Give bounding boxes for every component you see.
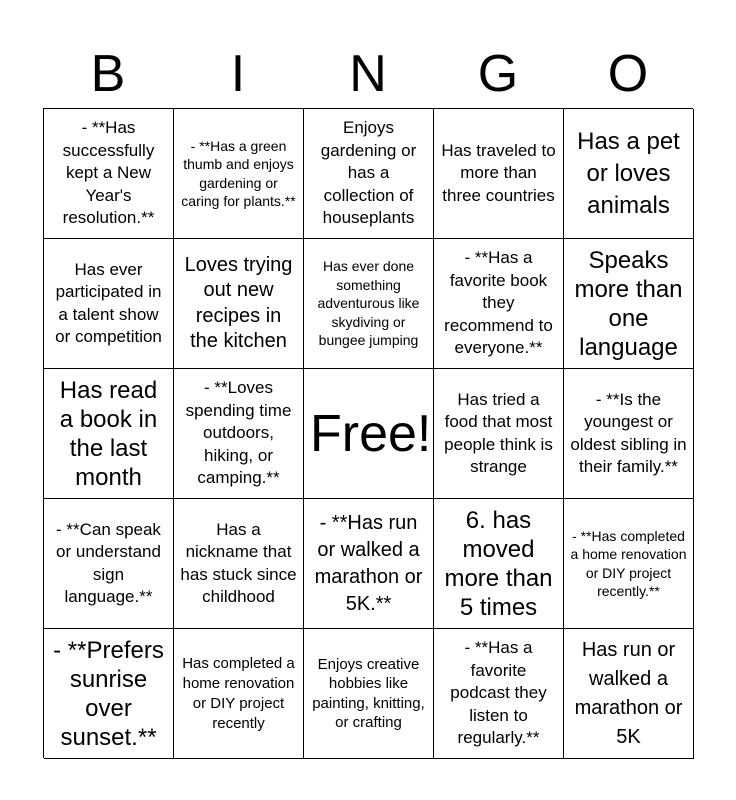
bingo-cell[interactable] [174, 109, 304, 239]
bingo-header [43, 40, 693, 108]
bingo-cell[interactable] [44, 369, 174, 499]
bingo-cell[interactable] [434, 629, 564, 759]
cell-text: - **Has a favorite book they recommend to everyone.** [444, 248, 553, 358]
bingo-cell[interactable] [564, 629, 694, 759]
cell-text: 6. has moved more than 5 times [444, 506, 553, 621]
free-space-label: Free! [310, 404, 432, 463]
bingo-cell[interactable] [174, 369, 304, 499]
bingo-cell[interactable] [304, 499, 434, 629]
cell-text: Has a pet or loves animals [577, 127, 680, 219]
cell-text: Has read a book in the last month [59, 376, 158, 491]
cell-text: Has completed a home renovation or DIY project recently [182, 654, 295, 732]
cell-text: - **Is the youngest or oldest sibling in their family.** [570, 389, 687, 476]
bingo-cell free-space[interactable] [304, 369, 434, 499]
cell-text: Has ever participated in a talent show or competition [55, 259, 162, 346]
cell-text: Has traveled to more than three countries [441, 140, 556, 205]
header-letter-i: I [230, 45, 246, 103]
cell-text: - **Has run or walked a marathon or 5K.** [314, 511, 423, 615]
cell-text: - **Loves spending time outdoors, hiking, or camping.** [185, 378, 292, 488]
cell-text: - **Has successfully kept a New Year's resolution.** [62, 118, 155, 228]
cell-text: Has tried a food that most people think is strange [444, 389, 553, 476]
bingo-grid [43, 108, 693, 758]
cell-text: Enjoys creative hobbies like painting, knitting, or crafting [312, 655, 425, 731]
bingo-cell[interactable] [434, 369, 564, 499]
bingo-cell[interactable] [434, 109, 564, 239]
cell-text: Has ever done something adventurous like skydiving or bungee jumping [317, 258, 420, 349]
cell-text: - **Has completed a home renovation or DIY project recently.** [570, 527, 687, 599]
bingo-cell[interactable] [564, 109, 694, 239]
cell-text: - **Has a green thumb and enjoys gardening or caring for plants.** [181, 137, 296, 209]
cell-text: Has a nickname that has stuck since childhood [180, 519, 297, 606]
header-letter-n: N [349, 45, 387, 103]
cell-text: Loves trying out new recipes in the kitchen [184, 253, 293, 352]
bingo-cell[interactable] [304, 239, 434, 369]
bingo-cell[interactable] [564, 239, 694, 369]
bingo-cell[interactable] [564, 499, 694, 629]
bingo-cell[interactable] [304, 109, 434, 239]
cell-text: - **Can speak or understand sign language.** [56, 519, 161, 606]
bingo-cell[interactable] [44, 239, 174, 369]
bingo-cell[interactable] [44, 629, 174, 759]
bingo-cell[interactable] [44, 109, 174, 239]
cell-text: - **Prefers sunrise over sunset.** [53, 636, 164, 751]
bingo-cell[interactable] [434, 239, 564, 369]
header-letter-o: O [607, 45, 649, 103]
cell-text: - **Has a favorite podcast they listen to regularly.** [450, 638, 547, 748]
bingo-cell[interactable] [44, 499, 174, 629]
cell-text: Has run or walked a marathon or 5K [574, 638, 683, 748]
bingo-cell[interactable] [564, 369, 694, 499]
bingo-cell[interactable] [174, 239, 304, 369]
bingo-cell[interactable] [174, 629, 304, 759]
header-letter-b: B [90, 45, 126, 103]
bingo-cell[interactable] [434, 499, 564, 629]
bingo-cell[interactable] [174, 499, 304, 629]
header-letter-g: G [477, 45, 519, 103]
cell-text: Speaks more than one language [574, 246, 683, 361]
bingo-cell[interactable] [304, 629, 434, 759]
cell-text: Enjoys gardening or has a collection of houseplants [320, 118, 417, 228]
